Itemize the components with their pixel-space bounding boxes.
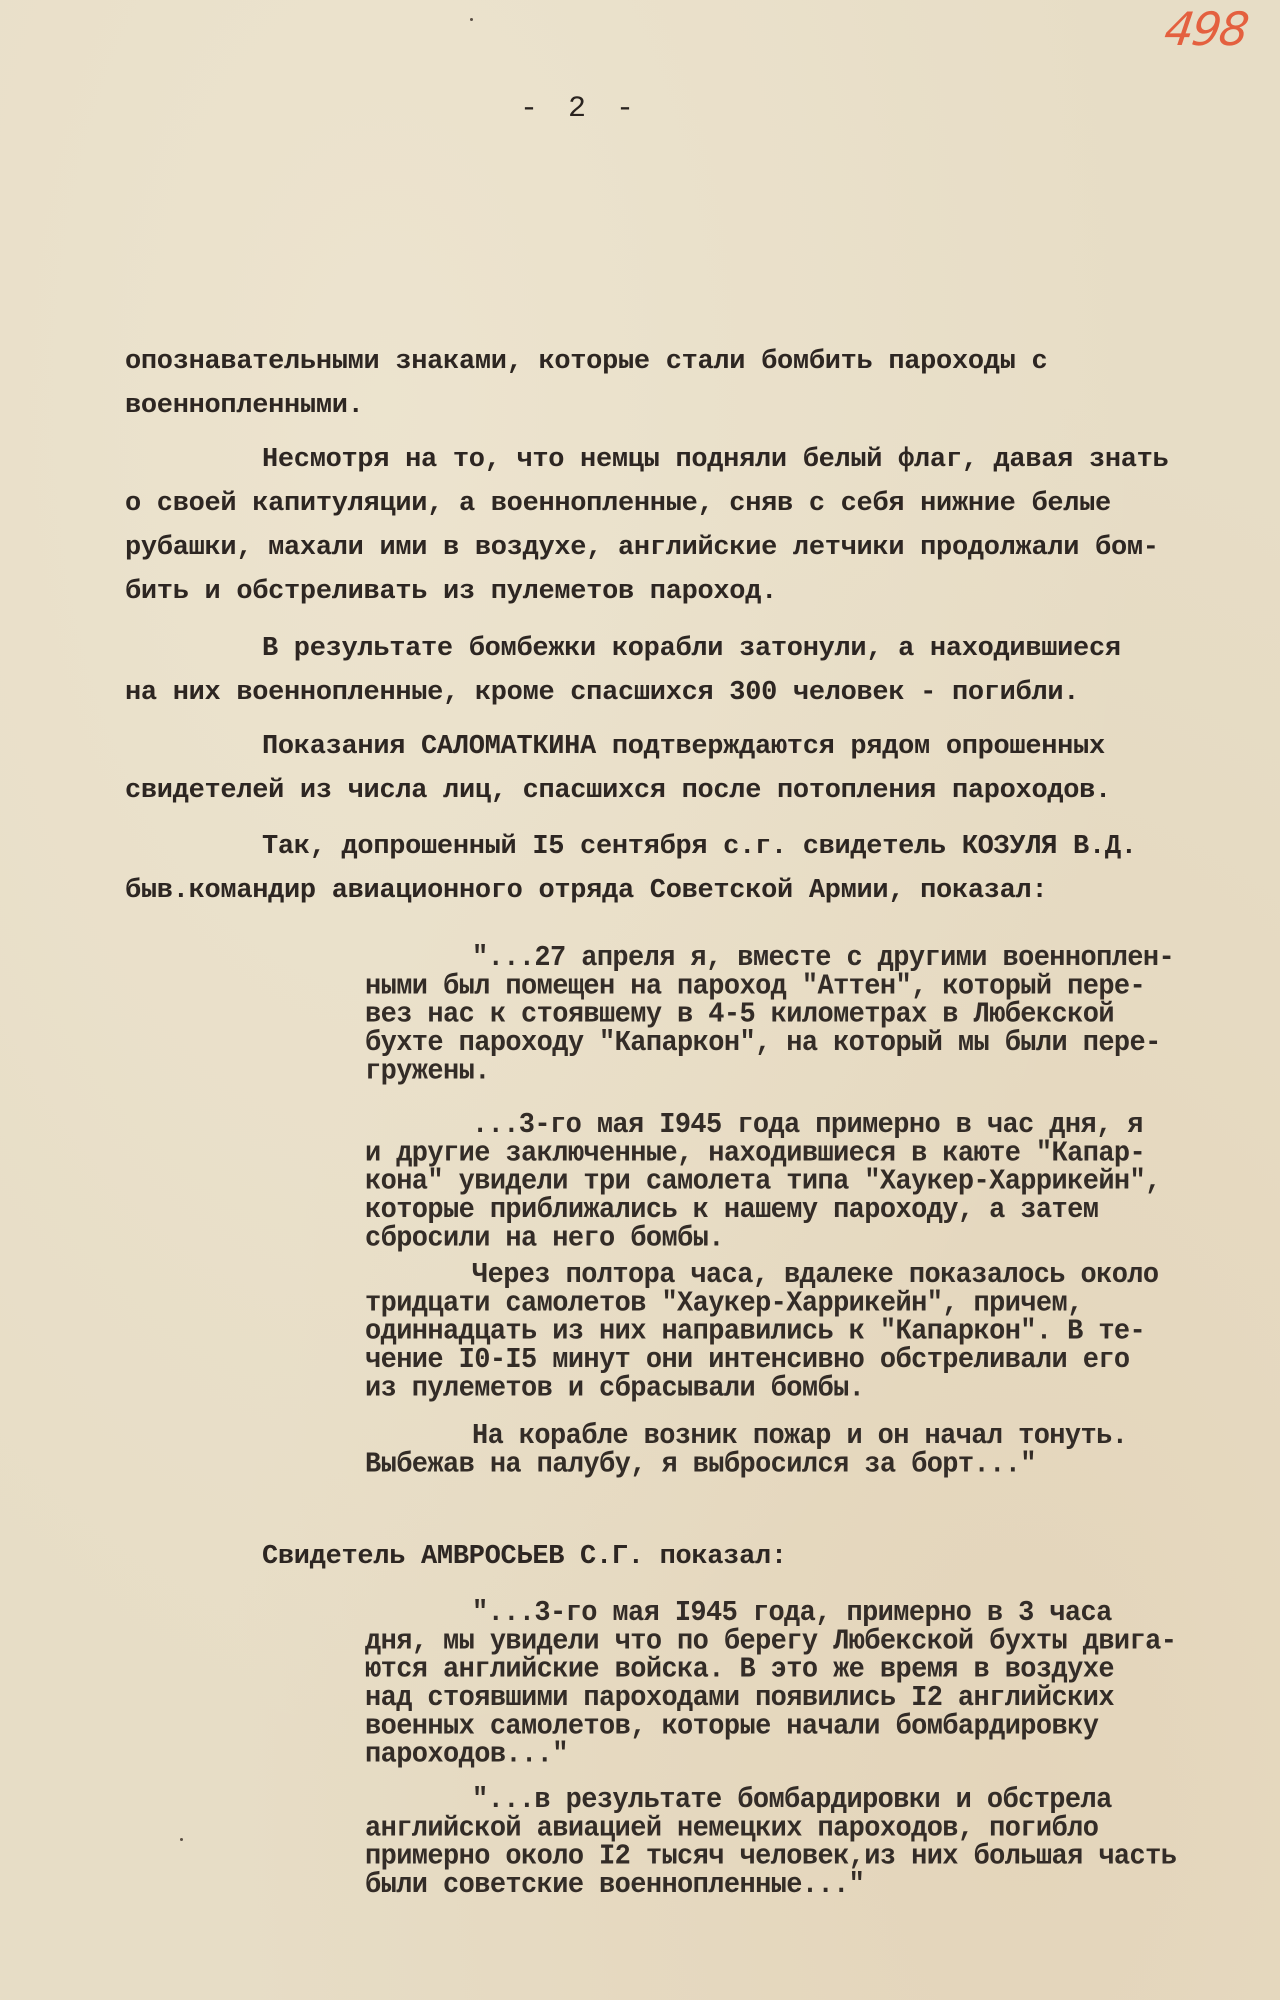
quote-line: бухте пароходу "Капаркон", на который мы были пере-	[365, 1027, 1161, 1060]
quote-line: над стоявшими пароходами появились I2 английских	[365, 1682, 1114, 1715]
text-line: свидетелей из числа лиц, спасшихся после потопления пароходов.	[125, 776, 1111, 806]
quote-line: "...27 апреля я, вместе с другими военноплен-	[472, 942, 1175, 975]
text-line: на них военнопленные, кроме спасшихся 300 человек - погибли.	[125, 678, 1080, 708]
quote-line: военных самолетов, которые начали бомбардировку	[365, 1711, 1099, 1743]
text-line: рубашки, махали ими в воздухе, английские летчики продолжали бом-	[125, 533, 1159, 563]
quote-line: дня, мы увидели что по берегу Любекской бухты двига-	[365, 1626, 1177, 1658]
quote-line: одиннадцать из них направились к "Капаркон". В те-	[365, 1316, 1146, 1349]
quote-line: "...3-го мая I945 года, примерно в 3 часа	[472, 1597, 1112, 1630]
body-paragraph-1	[125, 340, 1265, 428]
archive-sheet-number: 498	[1161, 2, 1251, 56]
quote-line: гружены.	[365, 1056, 490, 1088]
body-paragraph-4	[125, 725, 1265, 813]
quote-line: ...3-го мая I945 года примерно в час дня, я	[472, 1109, 1143, 1142]
body-paragraph-3	[125, 627, 1265, 715]
text-line: Свидетель АМВРОСЬЕВ С.Г. показал:	[262, 1542, 787, 1572]
quote-line: ются английские войска. В это же время в воздухе	[365, 1654, 1114, 1687]
text-line: быв.командир авиационного отряда Советской Армии, показал:	[125, 876, 1048, 906]
text-line: Несмотря на то, что немцы подняли белый флаг, давая знать	[262, 445, 1169, 475]
quote-line: пароходов..."	[365, 1739, 568, 1772]
quote-line: чение I0-I5 минут они интенсивно обстреливали его	[365, 1344, 1130, 1377]
quote-line: были советские военнопленные..."	[365, 1869, 865, 1902]
paper-speck	[470, 18, 473, 21]
quote-line: ными был помещен на пароход "Аттен", который пере-	[365, 971, 1146, 1003]
quote-line: Через полтора часа, вдалеке показалось около	[472, 1259, 1159, 1292]
text-line: Показания САЛОМАТКИНА подтверждаются рядом опрошенных	[262, 732, 1105, 762]
quote-line: сбросили на него бомбы.	[365, 1223, 724, 1255]
testimony-amvrosyev-part-2	[365, 1784, 1275, 1902]
quote-line: из пулеметов и сбрасывали бомбы.	[365, 1373, 865, 1405]
quote-line: английской авиацией немецких пароходов, погибло	[365, 1813, 1099, 1845]
quote-line: На корабле возник пожар и он начал тонуть.	[472, 1420, 1128, 1453]
quote-line: "...в результате бомбардировки и обстрела	[472, 1784, 1112, 1817]
quote-line: тридцати самолетов "Хаукер-Харрикейн", причем,	[365, 1288, 1083, 1320]
text-line: опознавательными знаками, которые стали бомбить пароходы с	[125, 347, 1048, 377]
testimony-kozulya-part-1	[365, 942, 1275, 1088]
body-paragraph-2	[125, 438, 1265, 614]
paper-speck	[180, 1838, 183, 1841]
quote-line: Выбежав на палубу, я выбросился за борт..."	[365, 1449, 1036, 1481]
testimony-kozulya-part-3	[365, 1259, 1275, 1405]
quote-line: вез нас к стоявшему в 4-5 километрах в Любекской	[365, 999, 1114, 1032]
testimony-amvrosyev-part-1	[365, 1597, 1275, 1772]
text-line: о своей капитуляции, а военнопленные, сняв с себя нижние белые	[125, 489, 1111, 519]
page-number: - 2 -	[520, 92, 641, 126]
text-line: военнопленными.	[125, 391, 364, 421]
quote-line: кона" увидели три самолета типа "Хаукер-Харрикейн",	[365, 1166, 1161, 1199]
text-line: В результате бомбежки корабли затонули, а находившиеся	[262, 634, 1121, 664]
body-paragraph-5	[125, 825, 1265, 913]
quote-line: которые приближались к нашему пароходу, а затем	[365, 1194, 1099, 1227]
witness-intro	[262, 1535, 1162, 1579]
testimony-kozulya-part-4	[365, 1420, 1275, 1481]
quote-line: примерно около I2 тысяч человек,из них большая часть	[365, 1841, 1177, 1874]
text-line: бить и обстреливать из пулеметов пароход.	[125, 577, 778, 607]
testimony-kozulya-part-2	[365, 1109, 1275, 1255]
text-line: Так, допрошенный I5 сентября с.г. свидетель КОЗУЛЯ В.Д.	[262, 832, 1137, 862]
quote-line: и другие заключенные, находившиеся в каюте "Капар-	[365, 1138, 1146, 1170]
